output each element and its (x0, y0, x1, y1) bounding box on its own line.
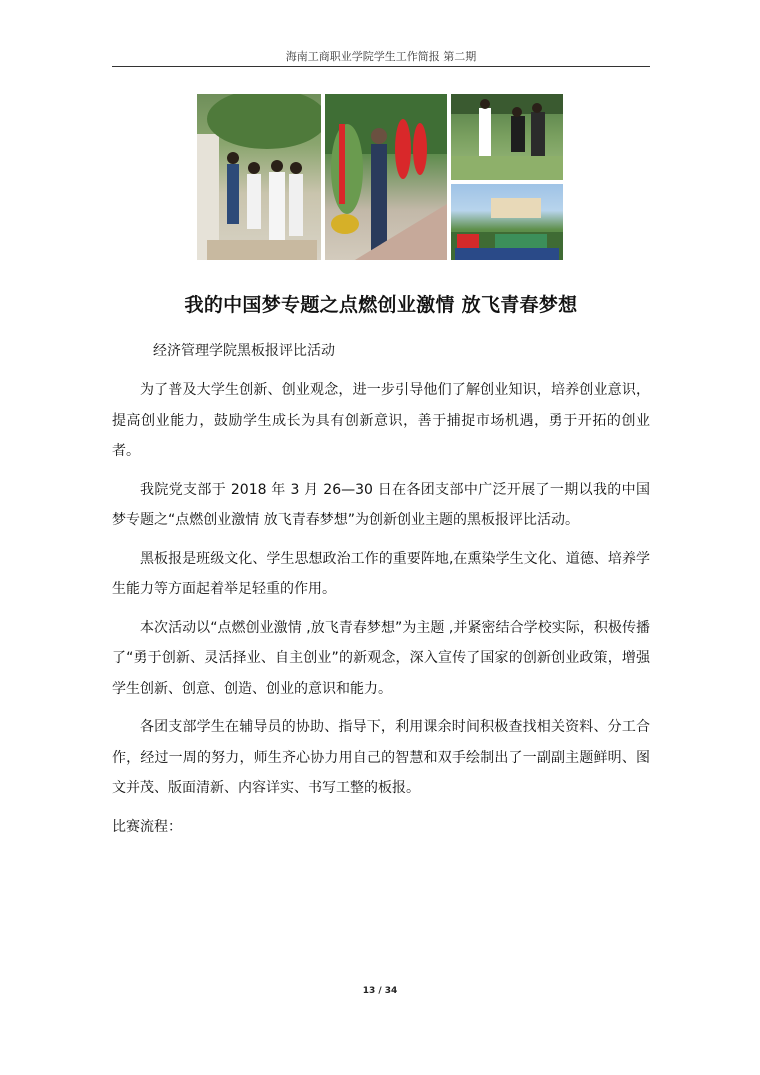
article-subtitle: 经济管理学院黑板报评比活动 (153, 343, 335, 359)
paragraph: 我院党支部于 2018 年 3 月 26—30 日在各团支部中广泛开展了一期以我的中国梦专题之“点燃创业激情 放飞青春梦想”为创新创业主题的黑板报评比活动。 (112, 481, 650, 528)
running-header: 海南工商职业学院学生工作简报 第二期 (285, 50, 477, 63)
paragraph: 本次活动以“点燃创业激情 ,放飞青春梦想”为主题 ,并紧密结合学校实际，积极传播了“勇于创新、灵活择业、自主创业”的新观念，深入宣传了国家的创新创业政策，增强学生创新、创意、创造、创业的意识和能力。 (112, 619, 650, 697)
header-rule (112, 66, 650, 67)
process-label: 比赛流程： (112, 818, 182, 835)
photo-students-planting-tree (451, 94, 563, 180)
paragraph: 黑板报是班级文化、学生思想政治工作的重要阵地,在熏染学生文化、道德、培养学生能力等方面起着举足轻重的作用。 (112, 550, 650, 597)
photo-memorial-flower-wreaths (325, 94, 447, 260)
paragraph: 各团支部学生在辅导员的协助、指导下，利用课余时间积极查找相关资料、分工合作，经过一周的努力，师生齐心协力用自己的智慧和双手绘制出了一副副主题鲜明、图文并茂、版面清新、内容详实、书写工整的板报。 (112, 719, 650, 796)
paragraph: 为了普及大学生创新、创业观念，进一步引导他们了解创业知识，培养创业意识，提高创业能力，鼓励学生成长为具有创新意识，善于捕捉市场机遇，勇于开拓的创业者。 (112, 382, 650, 459)
photo-group-with-banner (451, 184, 563, 260)
article-body (112, 375, 650, 850)
page-number: 13 / 34 (362, 986, 398, 996)
article-title: 我的中国梦专题之点燃创业激情 放飞青春梦想 (184, 294, 578, 316)
photo-students-cleaning-wall (197, 94, 321, 260)
